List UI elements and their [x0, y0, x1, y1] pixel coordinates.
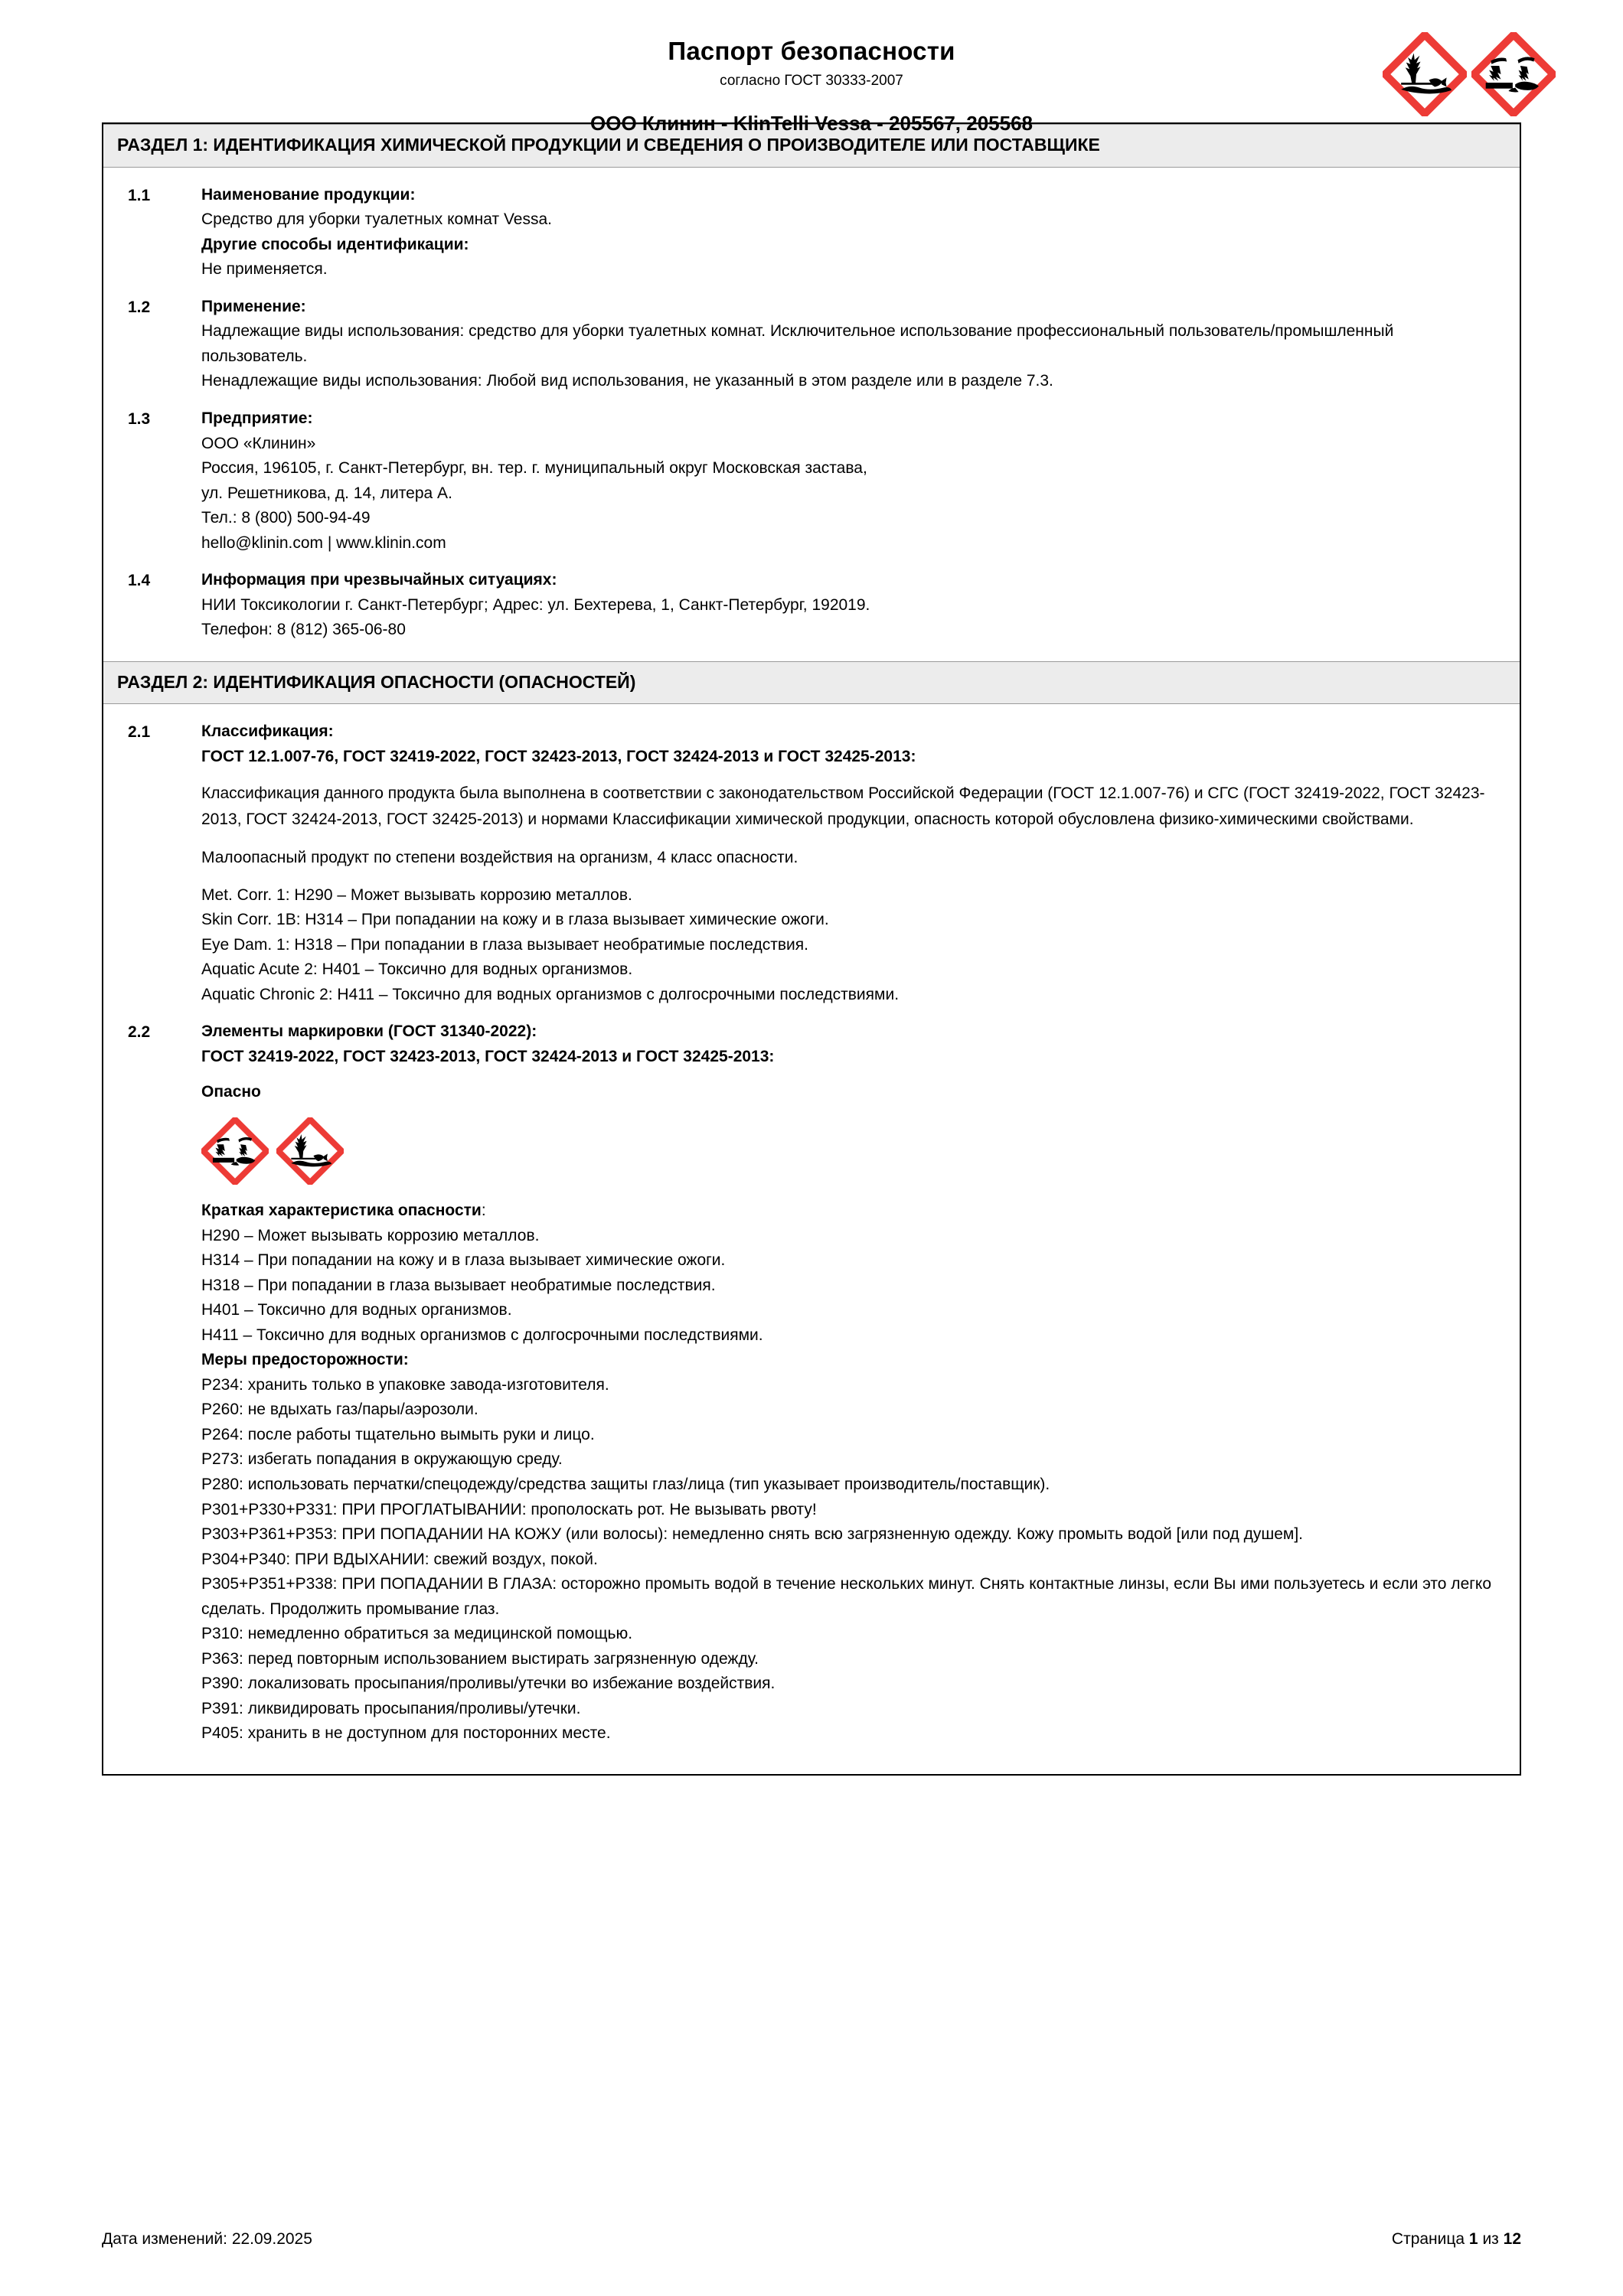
item-1-1-value-2: Не применяется.	[201, 260, 328, 279]
classification-paragraph: Классификация данного продукта была выполнена в соответствии с законодательством Российской Федерации (ГОСТ 12.1.007-76) и СГС (ГОСТ 32419-2022, ГОСТ 32423-2013, ГОСТ 32424-2013, ГОСТ 32425-2013) и нормами Классификации химической продукции, опасность которой обусловлена физико-химическими свойствами.	[201, 784, 1485, 828]
hazard-statement: H318 – При попадании в глаза вызывает необратимые последствия.	[201, 1276, 716, 1294]
page-title: Паспорт безопасности	[668, 37, 955, 65]
precaution-statement: P405: хранить в не доступном для посторонних месте.	[201, 1724, 611, 1743]
precaution-statement: P363: перед повторным использованием выстирать загрязненную одежду.	[201, 1649, 759, 1668]
hazard-statements-heading	[201, 1199, 1497, 1224]
precaution-statement: P280: использовать перчатки/спецодежду/средства защиты глаз/лица (тип указывает производитель/поставщик).	[201, 1476, 1050, 1494]
hazard-statements-heading-colon: :	[481, 1202, 486, 1219]
item-2-2-label: Элементы маркировки (ГОСТ 31340-2022):	[201, 1022, 537, 1041]
item-1-1-label: Наименование продукции:	[201, 185, 416, 204]
item-1-4-number: 1.4	[128, 572, 151, 590]
classification-item: Skin Corr. 1B: H314 – При попадании на кожу и в глаза вызывает химические ожоги.	[201, 911, 829, 929]
product-identifier: ООО Клинин - KlinTelli Vessa - 205567, 205568	[590, 111, 1033, 135]
classification-item: Aquatic Chronic 2: H411 – Токсично для водных организмов с долгосрочными последствиями.	[201, 985, 900, 1003]
item-1-3-number: 1.3	[128, 409, 151, 428]
item-1-2-number: 1.2	[128, 298, 151, 316]
document-frame	[102, 122, 1521, 1776]
precaution-statement: P303+P361+P353: ПРИ ПОПАДАНИИ НА КОЖУ (или волосы): немедленно снять всю загрязненную одежду. Кожу промыть водой [или под душем].	[201, 1525, 1303, 1544]
item-1-2-improper-use: Ненадлежащие виды использования: Любой вид использования, не указанный в этом разделе или в разделе 7.3.	[201, 372, 1053, 390]
precaution-statement: P304+P340: ПРИ ВДЫХАНИИ: свежий воздух, покой.	[201, 1550, 598, 1568]
label-pictogram-group	[201, 1117, 1497, 1185]
hazard-statement: H411 – Токсично для водных организмов с долгосрочными последствиями.	[201, 1326, 763, 1344]
hazard-statement: H314 – При попадании на кожу и в глаза вызывает химические ожоги.	[201, 1251, 726, 1270]
item-1-4	[103, 556, 1520, 643]
revision-date: Дата изменений: 22.09.2025	[102, 2230, 312, 2248]
section-2-heading: РАЗДЕЛ 2: ИДЕНТИФИКАЦИЯ ОПАСНОСТИ (ОПАСНОСТЕЙ)	[103, 661, 1520, 705]
precaution-heading: Меры предосторожности:	[201, 1351, 409, 1369]
hazard-statement-list	[201, 1224, 1497, 1349]
page-total: 12	[1503, 2230, 1521, 2248]
item-1-2-proper-use: Надлежащие виды использования: средство для уборки туалетных комнат. Исключительное использование профессиональный пользователь/промышленный пользователь.	[201, 322, 1394, 365]
ghs05-corrosion-icon	[201, 1117, 269, 1185]
header-pictogram-group	[1383, 32, 1556, 116]
precaution-statement: P301+P330+P331: ПРИ ПРОГЛАТЫВАНИИ: прополоскать рот. Не вызывать рвоту!	[201, 1500, 817, 1518]
precaution-statement: P391: ликвидировать просыпания/проливы/утечки.	[201, 1699, 581, 1717]
item-1-2-label: Применение:	[201, 297, 306, 315]
ghs09-environment-icon	[276, 1117, 344, 1185]
classification-item: Met. Corr. 1: H290 – Может вызывать коррозию металлов.	[201, 885, 632, 904]
item-1-1	[103, 171, 1520, 282]
company-address-line-2: ул. Решетникова, д. 14, литера А.	[201, 484, 452, 502]
item-2-2-standards: ГОСТ 32419-2022, ГОСТ 32423-2013, ГОСТ 32424-2013 и ГОСТ 32425-2013:	[201, 1047, 775, 1065]
precaution-list	[201, 1373, 1497, 1746]
classification-list	[201, 883, 1497, 1008]
precaution-statement: P260: не вдыхать газ/пары/аэрозоли.	[201, 1401, 478, 1419]
emergency-phone: Телефон: 8 (812) 365-06-80	[201, 621, 406, 639]
item-2-1-label: Классификация:	[201, 722, 334, 741]
hazard-statement: H401 – Токсично для водных организмов.	[201, 1301, 512, 1319]
precaution-statement: P390: локализовать просыпания/проливы/утечки во избежание воздействия.	[201, 1675, 776, 1693]
item-2-1	[103, 707, 1520, 1007]
item-2-2-number: 2.2	[128, 1023, 151, 1042]
precaution-statement: P305+P351+P338: ПРИ ПОПАДАНИИ В ГЛАЗА: осторожно промыть водой в течение нескольких минут. Снять контактные линзы, если Вы ими пользуетесь и если это легко сделать. Продолжить промывание глаз.	[201, 1575, 1492, 1618]
section-1-body	[103, 168, 1520, 661]
item-1-1-value: Средство для уборки туалетных комнат Vessa.	[201, 210, 552, 229]
precaution-statement: P234: хранить только в упаковке завода-изготовителя.	[201, 1375, 609, 1394]
ghs05-corrosion-icon	[1471, 32, 1556, 116]
section-1-heading: РАЗДЕЛ 1: ИДЕНТИФИКАЦИЯ ХИМИЧЕСКОЙ ПРОДУКЦИИ И СВЕДЕНИЯ О ПРОИЗВОДИТЕЛЕ ИЛИ ПОСТАВЩИКЕ	[103, 124, 1520, 168]
ghs09-environment-icon	[1383, 32, 1467, 116]
classification-item: Eye Dam. 1: H318 – При попадании в глаза вызывает необратимые последствия.	[201, 935, 808, 954]
page-number	[1392, 2230, 1521, 2249]
section-2-body	[103, 704, 1520, 1774]
page-prefix: Страница	[1391, 2230, 1469, 2248]
hazard-statements-heading-text: Краткая характеристика опасности	[201, 1202, 482, 1219]
document-header	[0, 0, 1623, 135]
precaution-statement: P264: после работы тщательно вымыть руки и лицо.	[201, 1425, 595, 1443]
emergency-institute: НИИ Токсикологии г. Санкт-Петербург; Адрес: ул. Бехтерева, 1, Санкт-Петербург, 192019.	[201, 595, 870, 614]
company-phone: Тел.: 8 (800) 500-94-49	[201, 509, 371, 527]
page-current: 1	[1468, 2230, 1478, 2248]
page-subtitle: согласно ГОСТ 30333-2007	[720, 72, 903, 89]
hazard-class-paragraph: Малоопасный продукт по степени воздействия на организм, 4 класс опасности.	[201, 848, 798, 866]
item-1-3-label: Предприятие:	[201, 409, 313, 427]
item-2-1-standards: ГОСТ 12.1.007-76, ГОСТ 32419-2022, ГОСТ 32423-2013, ГОСТ 32424-2013 и ГОСТ 32425-2013:	[201, 748, 916, 766]
company-name: ООО «Клинин»	[201, 434, 316, 452]
classification-item: Aquatic Acute 2: H401 – Токсично для водных организмов.	[201, 960, 633, 979]
item-1-1-number: 1.1	[128, 186, 151, 204]
item-1-1-label-2: Другие способы идентификации:	[201, 235, 469, 253]
item-2-2	[103, 1007, 1520, 1766]
item-1-4-label: Информация при чрезвычайных ситуациях:	[201, 571, 557, 589]
company-contact: hello@klinin.com | www.klinin.com	[201, 533, 446, 552]
precaution-statement: P310: немедленно обратиться за медицинской помощью.	[201, 1625, 633, 1643]
item-1-2	[103, 282, 1520, 394]
signal-word: Опасно	[201, 1083, 261, 1101]
document-footer	[102, 2230, 1521, 2249]
hazard-statement: H290 – Может вызывать коррозию металлов.	[201, 1226, 540, 1244]
item-2-1-number: 2.1	[128, 723, 151, 742]
precaution-statement: P273: избегать попадания в окружающую среду.	[201, 1450, 563, 1469]
company-address-line-1: Россия, 196105, г. Санкт-Петербург, вн. тер. г. муниципальный округ Московская застава,	[201, 459, 867, 478]
page-middle: из	[1478, 2230, 1504, 2248]
item-1-3	[103, 394, 1520, 556]
